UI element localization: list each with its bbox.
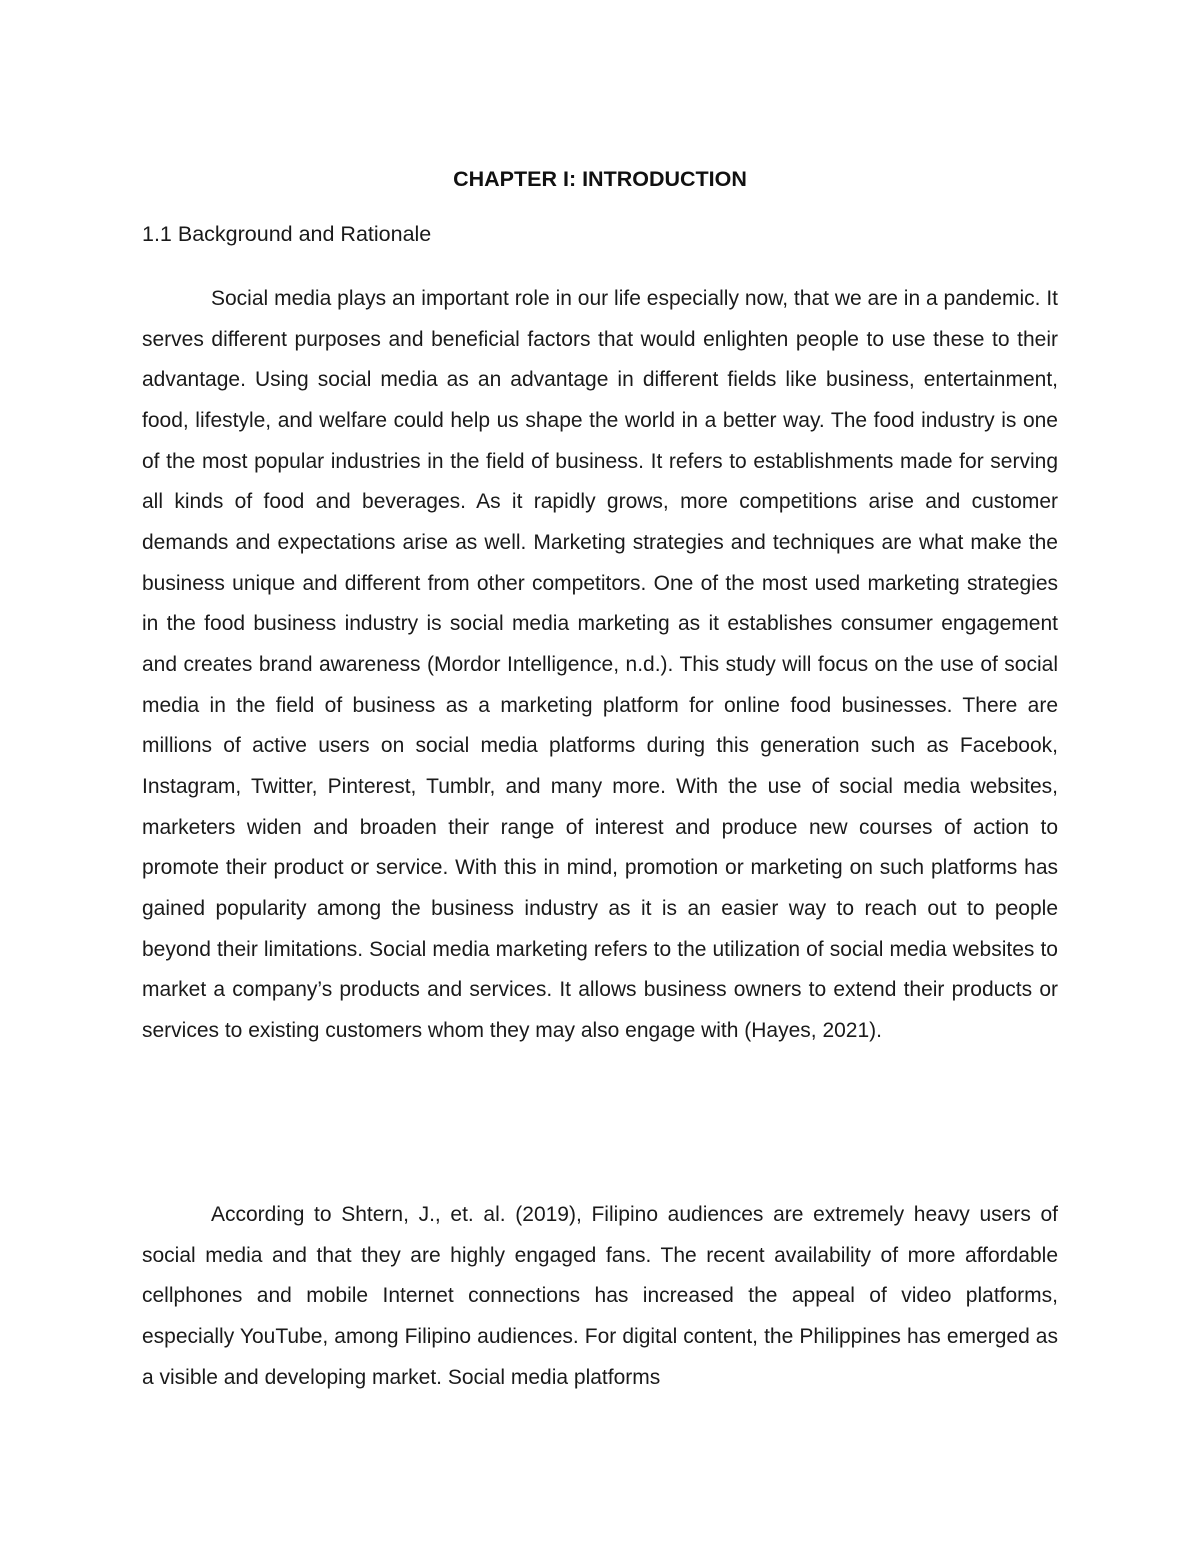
section-heading: 1.1 Background and Rationale — [142, 222, 432, 246]
chapter-title: CHAPTER I: INTRODUCTION — [453, 167, 747, 191]
body-paragraph-background: Social media plays an important role in our life especially now, that we are in a pandemic. It serves different purposes and beneficial factors that would enlighten people to use these to their advantage. Using social media as an advantage in different fields like business, entertainment, food, lifestyle, and welfare could help us shape the world in a better way. The food industry is one of the most popular industries in the field of business. It refers to establishments made for serving all kinds of food and beverages. As it rapidly grows, more competitions arise and customer demands and expectations arise as well. Marketing strategies and techniques are what make the business unique and different from other competitors. One of the most used marketing strategies in the food business industry is social media marketing as it establishes consumer engagement and creates brand awareness (Mordor Intelligence, n.d.). This study will focus on the use of social media in the field of business as a marketing platform for online food businesses. There are millions of active users on social media platforms during this generation such as Facebook, Instagram, Twitter, Pinterest, Tumblr, and many more. With the use of social media websites, marketers widen and broaden their range of interest and produce new courses of action to promote their product or service. With this in mind, promotion or marketing on such platforms has gained popularity among the business industry as it is an easier way to reach out to people beyond their limitations. Social media marketing refers to the utilization of social media websites to market a company’s products and services. It allows business owners to extend their products or services to existing customers whom they may also engage with (Hayes, 2021). — [142, 287, 1058, 1042]
body-paragraph-filipino-audiences: According to Shtern, J., et. al. (2019), Filipino audiences are extremely heavy users of social media and that they are highly engaged fans. The recent availability of more affordable cellphones and mobile Internet connections has increased the appeal of video platforms, especially YouTube, among Filipino audiences. For digital content, the Philippines has emerged as a visible and developing market. Social media platforms — [142, 1203, 1058, 1389]
